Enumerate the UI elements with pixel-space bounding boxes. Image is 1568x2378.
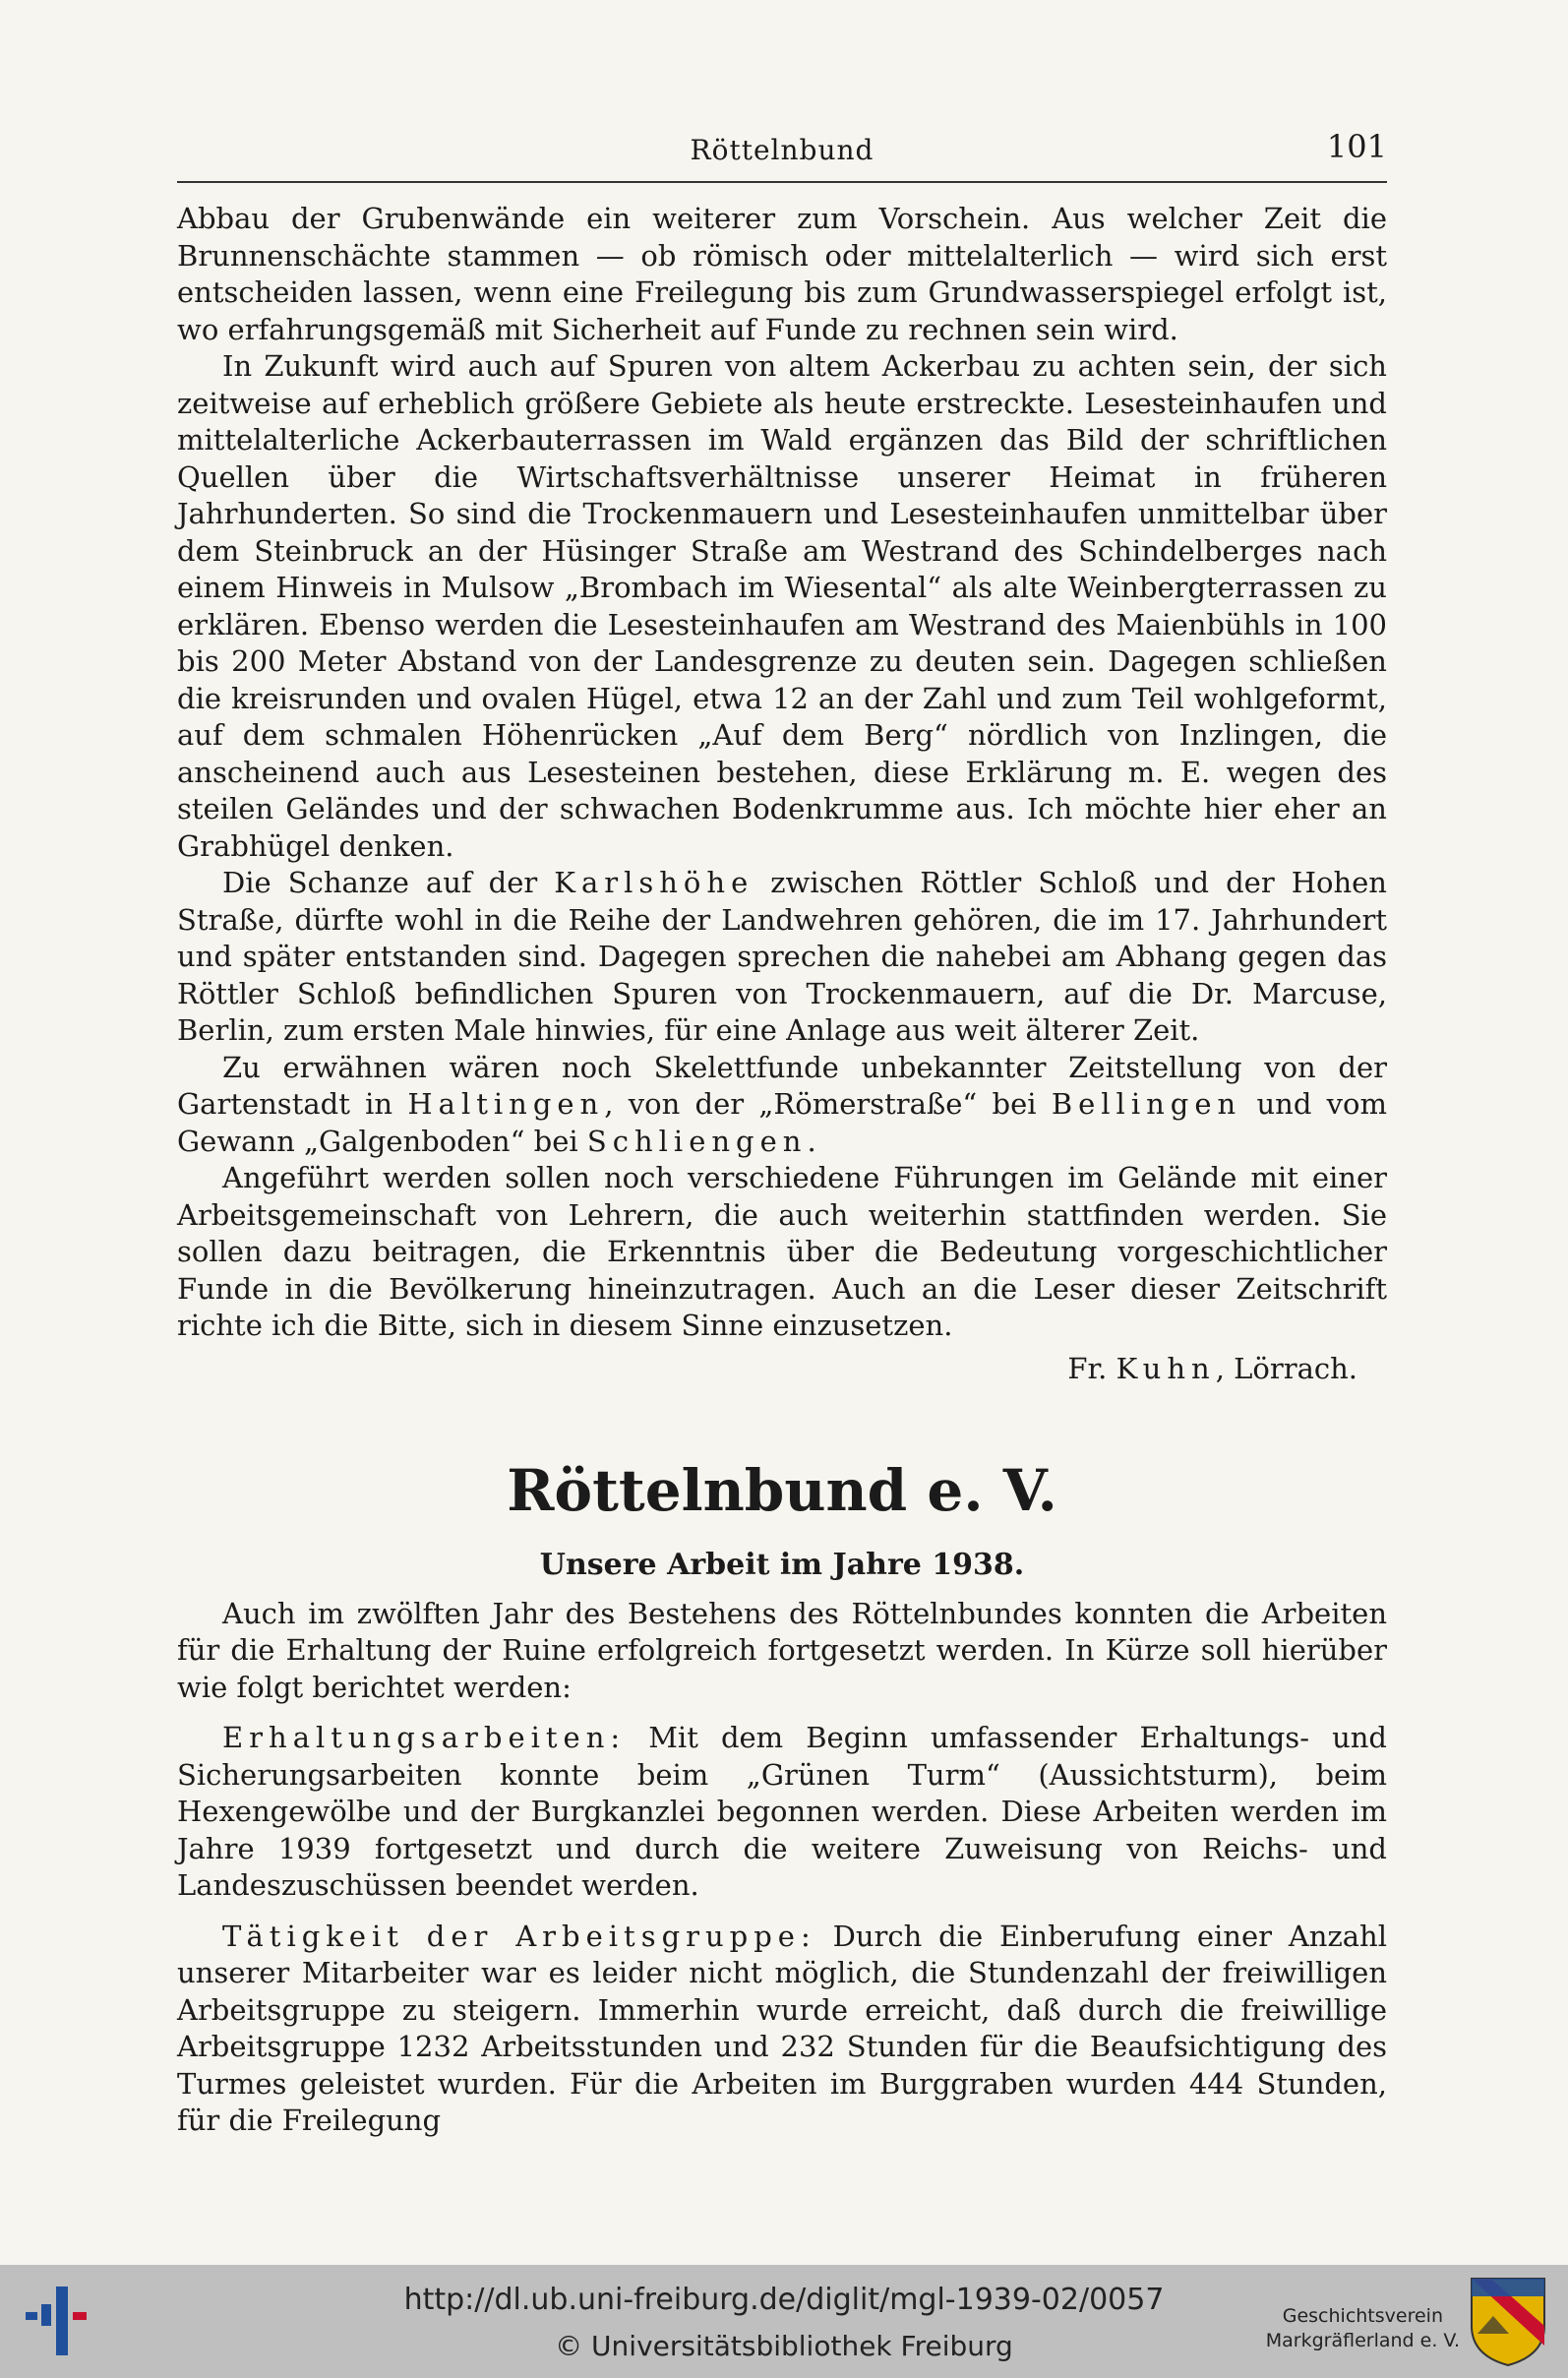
section-paragraph-taetigkeit — [177, 1919, 1387, 2140]
section-title: Röttelnbund e. V. — [507, 1456, 1057, 1524]
p3-after: zwischen Röttler Schloß und der Hohen Straße, dürfte wohl in die Reihe der Landwehren gehören, die im 17. Jahrhundert und später entstanden sind. Dagegen sprechen die nahebei am Abhang gegen das Röttler Schloß befindlichen Spuren von Trockenmauern, auf die Dr. Marcuse, Berlin, zum ersten Male hinwies, für eine Anlage aus weit älterer Zeit. — [177, 866, 1387, 1047]
page-number: 101 — [1326, 128, 1387, 165]
lead-erhaltungsarbeiten: Erhaltungsarbeiten: — [222, 1721, 627, 1754]
p4-e: und vom Gewann „Galgenboden“ bei — [177, 1087, 1388, 1158]
society-line-1: Geschichtsverein — [1282, 2305, 1443, 2327]
place-karlshoehe: Karlshöhe — [554, 866, 754, 899]
article-paragraph-1: Abbau der Grubenwände ein weiterer zum Vorschein. Aus welcher Zeit die Brunnenschächte stammen — ob römisch oder mittelalterlich — wird sich erst entscheiden lassen, wenn eine Freilegung bis zum Grundwasserspiegel erfolgt ist, wo erfahrungsgemäß mit Sicherheit auf Funde zu rechnen sein wird. — [177, 202, 1387, 346]
article-paragraph-2: In Zukunft wird auch auf Spuren von altem Ackerbau zu achten sein, der sich zeitweise auf erheblich größere Gebiete als heute erstreckte. Lesesteinhaufen und mittelalterliche Ackerbauterrassen im Wald ergänzen das Bild der schriftlichen Quellen über die Wirtschaftsverhältnisse unserer Heimat in früheren Jahrhunderten. So sind die Trockenmauern und Lesesteinhaufen unmittelbar über dem Steinbruck an der Hüsinger Straße am Westrand des Schindelberges nach einem Hinweis in Mulsow „Brombach im Wiesental“ als alte Weinbergterrassen zu erklären. Ebenso werden die Lesesteinhaufen am Westrand des Maienbühls in 100 bis 200 Meter Abstand von der Landesgrenze zu deuten sein. Dagegen schließen die kreisrunden und ovalen Hügel, etwa 12 an der Zahl und zum Teil wohlgeformt, auf dem schmalen Höhenrücken „Auf dem Berg“ nördlich von Inzlingen, die anscheinend auch aus Lesesteinen bestehen, diese Erklärung m. E. wegen des steilen Geländes und der schwachen Bodenkrumme aus. Ich möchte hier eher an Grabhügel denken. — [177, 349, 1387, 863]
section-intro: Auch im zwölften Jahr des Bestehens des Röttelnbundes konnten die Arbeiten für die Erhaltung der Ruine erfolgreich fortgesetzt werden. In Kürze soll hierüber wie folgt berichtet werden: — [177, 1596, 1387, 1704]
section-subtitle: Unsere Arbeit im Jahre 1938. — [539, 1547, 1025, 1582]
p3-before: Die Schanze auf der — [222, 866, 555, 899]
taetigkeit-text: Durch die Einberufung einer Anzahl unserer Mitarbeiter war es leider nicht möglich, die Stundenzahl der freiwilligen Arbeitsgruppe zu steigern. Immerhin wurde erreicht, daß durch die freiwillige Arbeitsgruppe 1232 Arbeitsstunden und 232 Stunden für die Beaufsichtigung des Turmes geleistet wurden. Für die Arbeiten im Burggraben wurden 444 Stunden, für die Freilegung — [177, 1919, 1387, 2137]
article-paragraph-4 — [177, 1050, 1387, 1161]
article-paragraph-5: Angeführt werden sollen noch verschiedene Führungen im Gelände mit einer Arbeitsgemeinschaft von Lehrern, die auch weiterhin stattfinden werden. Sie sollen dazu beitragen, die Erkenntnis über die Bedeutung vorgeschichtlicher Funde in die Bevölkerung hineinzutragen. Auch an die Leser dieser Zeitschrift richte ich die Bitte, sich in diesem Sinne einzusetzen. — [177, 1161, 1387, 1342]
page-content — [177, 128, 1387, 2140]
erhaltung-text: Mit dem Beginn umfassender Erhaltungs- und Sicherungsarbeiten konnte beim „Grünen Turm“ (Aussichtsturm), beim Hexengewölbe und der Burgkanzlei begonnen werden. Diese Arbeiten werden im Jahre 1939 fortgesetzt und durch die weitere Zuweisung von Reichs- und Landeszuschüssen beendet werden. — [177, 1721, 1387, 1902]
p4-c: , von der „Römerstraße“ bei — [604, 1087, 1052, 1121]
author-signature — [177, 1349, 1357, 1388]
coat-of-arms-icon — [1470, 2277, 1546, 2367]
footer-bar — [0, 2265, 1568, 2378]
section-paragraph-erhaltung — [177, 1720, 1387, 1905]
running-title: Röttelnbund — [690, 134, 874, 166]
place-bellingen: Bellingen — [1051, 1087, 1242, 1121]
place-haltingen: Haltingen — [407, 1087, 605, 1121]
p4-g: . — [807, 1124, 816, 1158]
signature-pre: Fr. — [1067, 1351, 1116, 1385]
lead-taetigkeit: Tätigkeit der Arbeitsgruppe: — [222, 1919, 816, 1953]
copyright-text: © Universitätsbibliothek Freiburg — [555, 2330, 1013, 2362]
article-paragraph-3 — [177, 865, 1387, 1050]
p4-a: Zu erwähnen wären noch Skelettfunde unbekannter Zeitstellung von der Gartenstadt in — [177, 1050, 1387, 1121]
running-header — [177, 128, 1387, 183]
signature-post: , Lörrach. — [1215, 1351, 1357, 1385]
place-schliengen: Schliengen — [586, 1124, 808, 1158]
society-name — [1266, 2304, 1460, 2353]
source-url-link[interactable]: http://dl.ub.uni-freiburg.de/diglit/mgl-1939-02/0057 — [403, 2283, 1165, 2317]
author-name: Kuhn — [1116, 1351, 1216, 1385]
society-line-2: Markgräflerland e. V. — [1265, 2330, 1460, 2351]
